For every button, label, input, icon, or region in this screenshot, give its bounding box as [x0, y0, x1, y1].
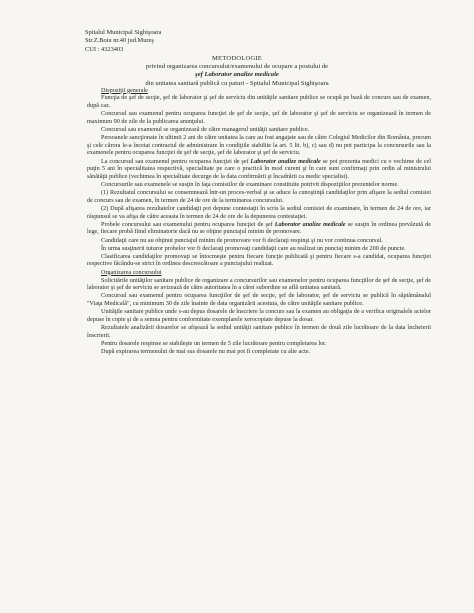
hospital-header	[85, 29, 161, 54]
hospital-address: Str.Z.Boiu nr.40 jud.Mureş	[85, 37, 154, 45]
paragraph: Funcţia de şef de secţie, şef de laborator şi şef de serviciu din unităţile sanitare publice se ocupă pe bază de concurs sau de examen, după caz.	[87, 94, 431, 110]
paragraph-text: se pot prezenta medici cu o vechime de cel puţin 5 ani în specialitatea respectivă, specialitate pe care o practică în mod curent şi în care sunt confirmaţi prin ordin al ministrului sănătăţii publice (vechimea în specialitate decurge de la data confirmării şi încadrării ca medic specialist).	[87, 157, 432, 180]
paragraph: Solicitările unităţilor sanitare publice de organizare a concursurilor sau examenelor pentru ocuparea funcţiilor de şef de secţie, şef de laborator şi şef de serviciu se avizează de către autoritatea în a cărei subordine se află unitatea sanitară.	[87, 276, 431, 292]
document-subtitle: privind organizarea concursului/examenului de ocupare a postului de	[145, 63, 329, 71]
paragraph-text: La concursul sau examenul pentru ocuparea funcţiei de şef	[101, 157, 251, 165]
section-heading-general: Dispoziţii generale	[101, 86, 148, 94]
paragraph	[87, 221, 431, 236]
paragraph: (2) După afişarea rezultatelor candidaţii pot depune contestaţii în scris la sediul comisiei de examinare, în termen de 24 de ore, iar răspunsul se va afişa de către aceasta în termen de 24 de ore de la depunerea contestaţiei.	[87, 204, 431, 220]
paragraph: În urma susţinerii tuturor probelor vor fi declaraţi promovaţi candidaţii care au realizat un punctaj minim de 200 de puncte.	[101, 244, 406, 252]
paragraph-text: se susţin în ordinea prevăzută de lege, fiecare probă fiind eliminatorie dacă nu se obţine punctajul minim de promovare.	[87, 220, 431, 236]
paragraph: Concursurile sau examenele se susţin în faţa comisiilor de examinare constituite potrivit dispoziţiilor prezentelor norme.	[101, 180, 399, 188]
paragraph: Concursul sau examenul pentru ocuparea funcţiei de şef de secţie, şef de laborator şi şef de serviciu se organizează în termen de maximum 90 de zile de la publicarea anunţului.	[87, 110, 431, 125]
document-title: METODOLOGIE	[211, 55, 263, 62]
paragraph: După expirarea termenului de mai sus dosarele nu mai pot fi completate cu alte acte.	[101, 347, 311, 355]
position-name-inline: Laborator analize medicale	[250, 157, 321, 165]
section-heading-organization: Organizarea concursului	[101, 268, 162, 276]
unit-description: din unitatea sanitară publică cu paturi - Spitalul Municipal Sighişoara	[145, 79, 329, 87]
paragraph: Unităţile sanitare publice unde s-au depus dosarele de înscriere la concurs sau la examen au obligaţia de a verifica originalele actelor depuse în copie şi de a semna pentru conformitate exemplarele xerocopiate depuse la dosar.	[87, 308, 431, 323]
paragraph: Clasificarea candidaţilor promovaţi se întocmeşte pentru fiecare funcţie publicată şi pentru fiecare s-a candidat, ocuparea funcţiei respective făcându-se strict în ordinea descrescătoare a punctajului realizat.	[87, 252, 431, 268]
position-name: şef Laborator analize medicale	[195, 71, 279, 79]
paragraph: Concursul sau examenul pentru ocuparea funcţiilor de şef de secţie, şef de laborator, şef de serviciu se publică în săptămânalul "Viaţa Medicală", cu minimum 30 de zile înainte de data organizării acestuia, de către unităţile sanitare publice.	[87, 292, 431, 308]
paragraph: Pentru dosarele respinse se stabileşte un termen de 5 zile lucrătoare pentru completarea lor.	[101, 339, 327, 347]
paragraph: Concursul sau examenul se organizează de către managerul unităţii sanitare publice.	[101, 126, 310, 134]
hospital-cui: CUI : 4323403	[85, 45, 124, 53]
paragraph: Candidaţii care nu au obţinut punctajul minim de promovare vor fi declaraţi respinşi şi nu vor continua concursul.	[101, 236, 383, 244]
hospital-name: Spitalul Municipal Sighişoara	[85, 29, 162, 36]
paragraph: Persoanele sancţionate în ultimii 2 ani de către unitatea la care au fost angajate sau de către Colegiul Medicilor din România, precum şi cele cărora le-a încetat contractul de administrare în condiţiile stabilite la art. 5 lit. b), c) sau d) nu pot participa la concursurile sau la examenele pentru ocuparea funcţiei de şef de secţie, şef de laborator şi şef de serviciu.	[87, 134, 431, 157]
paragraph	[87, 158, 431, 181]
paragraph-text: Probele concursului sau examenului pentru ocuparea funcţiei de şef	[101, 220, 275, 228]
document-title-block	[0, 55, 474, 88]
document-body	[87, 86, 431, 356]
position-name-inline: Laborator analize medicale	[274, 220, 346, 228]
paragraph: Rezultatele analizării dosarelor se afişează la sediul unităţii sanitare publice în termen de două zile lucrătoare de la data încheierii înscrierii.	[87, 324, 431, 339]
paragraph: (1) Rezultatul concursului se consemnează într-un proces-verbal şi se aduce la cunoştinţă candidaţilor prin afişare la sediul comisiei de concurs sau de examen, în termen de 24 de ore de la terminarea concursului.	[87, 189, 431, 204]
